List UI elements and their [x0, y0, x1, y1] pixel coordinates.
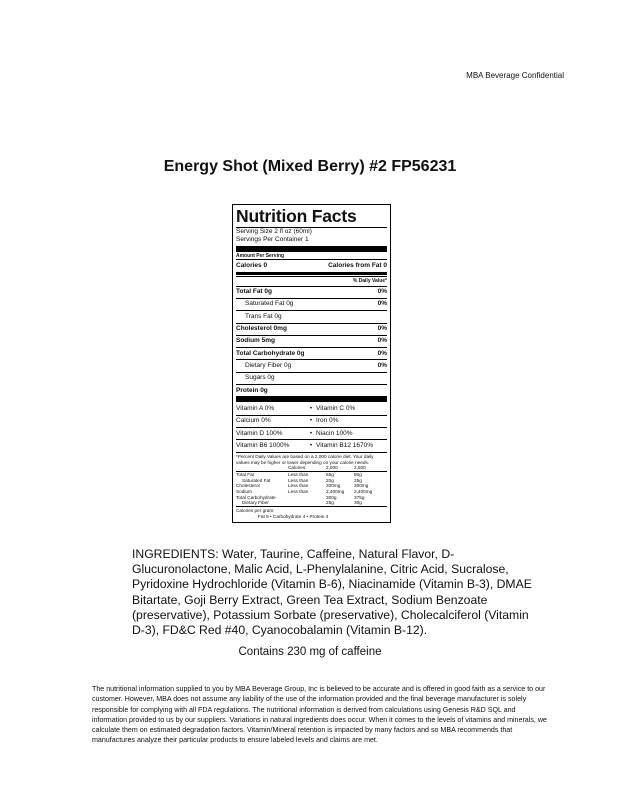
table-row: Saturated Fat Less than 20g 25g	[242, 477, 362, 483]
table-header-row: Calories: 2,000 2,500	[288, 465, 366, 471]
nutrient-row: Sodium 5mg 0%	[236, 335, 387, 347]
daily-value-header: % Daily Value*	[236, 276, 387, 285]
amount-per-serving: Amount Per Serving	[236, 252, 285, 259]
vitamin-row: Vitamin D 100% • Niacin 100%	[236, 427, 387, 439]
nutrient-row: Cholesterol 0mg 0%	[236, 323, 387, 335]
calories-value: Calories 0	[236, 261, 268, 269]
calories-per-gram: Calories per gram:	[236, 506, 387, 514]
vitamin-row: Vitamin B6 1000% • Vitamin B12 1670%	[236, 439, 387, 451]
nutrient-row: Dietary Fiber 0g 0%	[236, 359, 387, 371]
table-row: Total Carbohydrate 300g 375g	[236, 494, 365, 500]
nutrient-row: Protein 0g	[236, 384, 387, 396]
serving-size: Serving Size 2 fl oz (60ml)	[236, 227, 312, 235]
confidential-label: MBA Beverage Confidential	[466, 71, 564, 80]
nutrition-facts-panel	[232, 204, 391, 523]
nutrient-row: Saturated Fat 0g 0%	[236, 298, 387, 310]
nutrient-row: Sugars 0g	[236, 372, 387, 384]
table-row: Sodium Less than 2,400mg 2,400mg	[236, 488, 373, 494]
nutrient-row: Total Carbohydrate 0g 0%	[236, 347, 387, 359]
vitamin-row: Vitamin A 0% • Vitamin C 0%	[236, 404, 356, 412]
calories-per-gram-values: Fat 9 • Carbohydrate 4 • Protein 4	[258, 513, 329, 519]
table-row: Dietary Fiber 25g 30g	[242, 500, 362, 506]
nutrition-facts-heading: Nutrition Facts	[236, 206, 357, 226]
nutrient-row: Total Fat 0g 0%	[236, 286, 387, 298]
daily-value-table	[236, 465, 387, 505]
calories-row	[236, 259, 387, 271]
daily-value-footnote: *Percent Daily Values are based on a 2,000 calorie diet. Your daily values may be higher or lower depending on your calorie needs.	[236, 452, 387, 466]
document-title: Energy Shot (Mixed Berry) #2 FP56231	[163, 158, 457, 175]
caffeine-statement: Contains 230 mg of caffeine	[238, 646, 382, 658]
disclaimer-text: The nutritional information supplied to you by MBA Beverage Group, Inc is believed to be accurate and is offered in good faith as a service to our customer. However, MBA does not assume any liability of the use of the information provided and the final beverage manufacturer is solely responsible for complying with all FDA regulations. The nutritional information is derived from calculations using Genesis R&D SQL and information provided to us by our suppliers. Variations in natural ingredients does occur. When it comes to the levels of vitamins and minerals, we calculate them on estimated degradation factors. Vitamin/Mineral retention is impacted by many factors and so MBA recommends that manufactures analyze their particular products to ensure labeled levels and claims are met.	[92, 685, 547, 745]
ingredients-text: INGREDIENTS: Water, Taurine, Caffeine, Natural Flavor, D-Glucuronolactone, Malic Acid, L-Phenylalanine, Citric Acid, Sucralose, Pyridoxine Hydrochloride (Vitamin B-6), Niacinamide (Vitamin B-3), DMAE Bitartate, Goji Berry Extract, Green Tea Extract, Sodium Benzoate (preservative), Potassium Sorbate (preservative), Cholecalciferol (Vitamin D-3), FD&C Red #40, Cyanocobalamin (Vitamin B-12).	[132, 547, 532, 638]
table-row: Cholesterol Less than 300mg 300mg	[236, 483, 369, 489]
nutrient-row: Trans Fat 0g	[236, 310, 387, 322]
calories-from-fat: Calories from Fat 0	[328, 261, 387, 269]
table-row: Total Fat Less than 65g 80g	[236, 472, 362, 478]
servings-per-container: Servings Per Container 1	[236, 235, 309, 243]
vitamin-row: Calcium 0% • Iron 0%	[236, 415, 387, 427]
